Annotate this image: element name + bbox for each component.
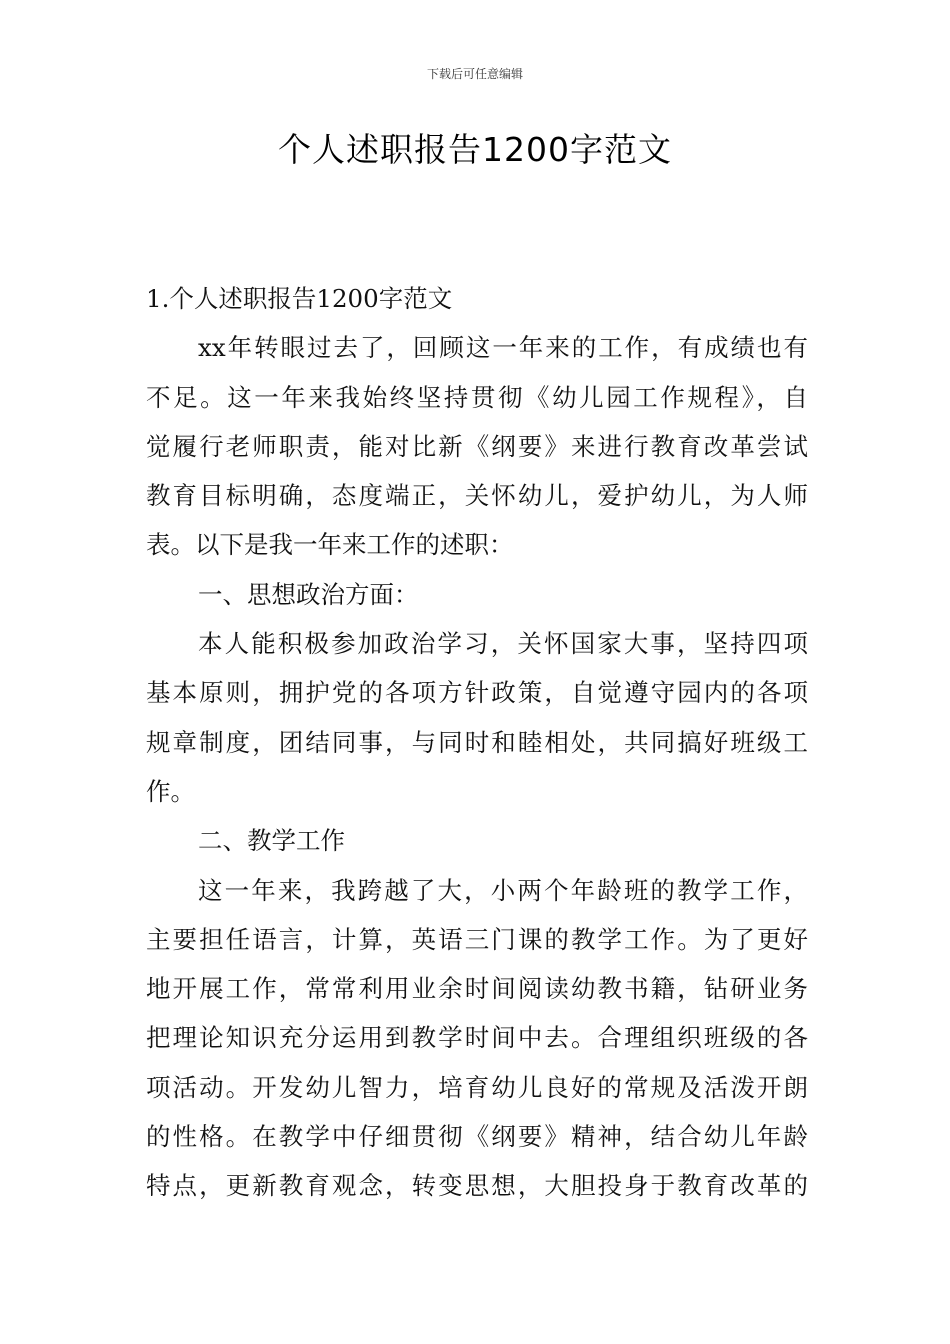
paragraph-line: 项活动。开发幼儿智力，培育幼儿良好的常规及活泼开朗 bbox=[146, 1072, 808, 1102]
header-note: 下载后可任意编辑 bbox=[426, 67, 523, 81]
paragraph-line: 不足。这一年来我始终坚持贯彻《幼儿园工作规程》，自 bbox=[146, 382, 808, 412]
paragraph-line: 规章制度，团结同事，与同时和睦相处，共同搞好班级工 bbox=[146, 727, 808, 757]
subheading-politics: 一、思想政治方面： bbox=[198, 579, 419, 609]
paragraph-line: 基本原则，拥护党的各项方针政策，自觉遵守园内的各项 bbox=[146, 678, 808, 708]
section-heading: 1.个人述职报告1200字范文 bbox=[146, 284, 453, 313]
paragraph-line: 地开展工作，常常利用业余时间阅读幼教书籍，钻研业务 bbox=[146, 974, 808, 1004]
document-body bbox=[146, 274, 808, 1211]
paragraph-line: 把理论知识充分运用到教学时间中去。合理组织班级的各 bbox=[146, 1023, 808, 1053]
paragraph-line: xx年转眼过去了，回顾这一年来的工作，有成绩也有 bbox=[198, 333, 808, 363]
paragraph-line: 这一年来，我跨越了大，小两个年龄班的教学工作， bbox=[198, 875, 808, 905]
paragraph-line: 表。以下是我一年来工作的述职： bbox=[146, 530, 514, 560]
paragraph-line: 觉履行老师职责，能对比新《纲要》来进行教育改革尝试 bbox=[146, 431, 808, 461]
document-title: 个人述职报告1200字范文 bbox=[278, 130, 672, 169]
paragraph-line: 的性格。在教学中仔细贯彻《纲要》精神，结合幼儿年龄 bbox=[146, 1122, 808, 1152]
subheading-teaching: 二、教学工作 bbox=[198, 826, 345, 856]
paragraph-line: 教育目标明确，态度端正，关怀幼儿，爱护幼儿，为人师 bbox=[146, 481, 808, 511]
paragraph-line: 特点，更新教育观念，转变思想，大胆投身于教育改革的 bbox=[146, 1171, 808, 1201]
paragraph-line: 本人能积极参加政治学习，关怀国家大事，坚持四项 bbox=[198, 629, 808, 659]
paragraph-line: 作。 bbox=[146, 776, 195, 806]
paragraph-line: 主要担任语言，计算，英语三门课的教学工作。为了更好 bbox=[146, 924, 808, 954]
